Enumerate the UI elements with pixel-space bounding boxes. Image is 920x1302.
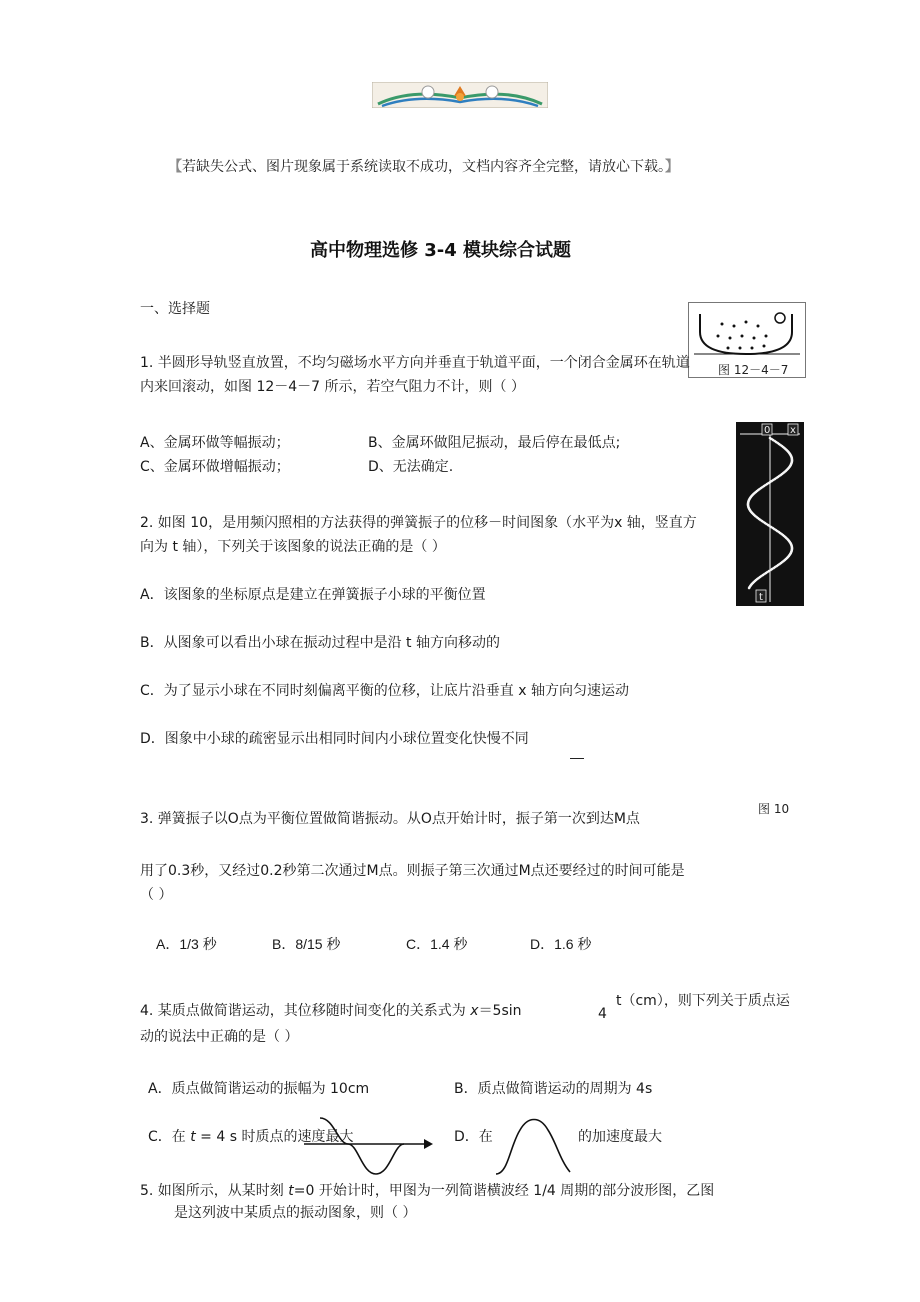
download-notice — [168, 156, 679, 176]
q5-line1 — [140, 1180, 714, 1200]
q3-option-c: C．1.4 秒 — [406, 936, 468, 952]
q4-var-t: t — [190, 1129, 196, 1145]
q3-line3: （ ） — [140, 887, 173, 903]
q4-option-b: B．质点做简谐运动的周期为 4s — [454, 1081, 653, 1097]
figure-wave-yi — [490, 1112, 576, 1182]
q2-option-b: B．从图象可以看出小球在振动过程中是沿 t 轴方向移动的 — [140, 635, 500, 651]
notice-text: 若缺失公式、图片现象属于系统读取不成功，文档内容齐全完整，请放心下载。 — [182, 159, 665, 175]
q5-line1-part-b: =0 开始计时，甲图为一列简谐横波经 1/4 周期的部分波形图，乙图 — [293, 1183, 715, 1199]
q2-option-c: C．为了显示小球在不同时刻偏离平衡的位移，让底片沿垂直 x 轴方向匀速运动 — [140, 683, 629, 699]
page-title: 高中物理选修 3-4 模块综合试题 — [310, 240, 572, 261]
q2-option-d: D．图象中小球的疏密显示出相同时间内小球位置变化快慢不同 — [140, 731, 529, 747]
q4-option-d-part-a: D．在 — [454, 1129, 493, 1145]
q1-option-b: B、金属环做阻尼振动，最后停在最低点; — [368, 435, 621, 451]
notice-close-bracket: 】 — [665, 159, 679, 175]
q4-fraction-denominator: 4 — [598, 1006, 607, 1022]
figure-10-label: 图 10 — [758, 802, 790, 816]
stray-dash — [570, 758, 584, 759]
figure-semicircle-track — [688, 302, 806, 378]
q4-line1-part-b: ＝5sin — [478, 1003, 522, 1019]
strobe-dot — [748, 587, 751, 590]
section-heading: 一、选择题 — [140, 301, 210, 317]
q5-line1-part-a: 5. 如图所示，从某时刻 — [140, 1183, 289, 1199]
q3-option-d: D．1.6 秒 — [530, 936, 592, 952]
q2-line2: 向为 t 轴），下列关于该图象的说法正确的是（ ） — [140, 539, 446, 555]
q4-var-x: x — [470, 1003, 479, 1019]
q1-line2: 内来回滚动，如图 12－4－7 所示，若空气阻力不计，则（ ） — [140, 379, 525, 395]
figure-12-4-7-label: 图 12－4－7 — [718, 363, 789, 377]
q4-line1 — [140, 1000, 522, 1020]
q1-option-a: A、金属环做等幅振动； — [140, 435, 290, 451]
q4-line1-part-a: 4. 某质点做简谐运动，其位移随时间变化的关系式为 — [140, 1003, 471, 1019]
figure-wave-jia — [300, 1108, 434, 1180]
q2-line1: 2. 如图 10，是用频闪照相的方法获得的弹簧振子的位移－时间图象（水平为x 轴，竖直方 — [140, 515, 697, 531]
q3-option-b: B．8/15 秒 — [272, 936, 341, 952]
q5-line2: 是这列波中某质点的振动图象，则（ ） — [174, 1205, 417, 1221]
q3-line1: 3. 弹簧振子以O点为平衡位置做简谐振动。从O点开始计时，振子第一次到达M点 — [140, 811, 640, 827]
header-logo — [372, 82, 548, 108]
figure-10-origin-label: 0 — [764, 425, 771, 436]
q2-option-a: A．该图象的坐标原点是建立在弹簧振子小球的平衡位置 — [140, 587, 486, 603]
figure-10-t-label: t — [759, 592, 763, 603]
figure-strobe-photo — [736, 422, 804, 606]
q4-line1-part-c: t（cm），则下列关于质点运 — [616, 993, 790, 1009]
q4-option-c-part-a: C．在 — [148, 1129, 191, 1145]
figure-10-x-label: x — [790, 425, 796, 436]
q4-option-d-part-b: 的加速度最大 — [578, 1129, 662, 1145]
q4-option-a: A．质点做简谐运动的振幅为 10cm — [148, 1081, 370, 1097]
q3-option-a: A．1/3 秒 — [156, 936, 217, 952]
q4-option-c-part-b: = 4 s 时质点的速度最大 — [195, 1129, 354, 1145]
q5-var-t: t — [288, 1183, 294, 1199]
q1-line1: 1. 半圆形导轨竖直放置，不均匀磁场水平方向并垂直于轨道平面，一个闭合金属环在轨道 — [140, 355, 690, 371]
q1-option-d: D、无法确定. — [368, 459, 454, 475]
notice-open-bracket: 【 — [168, 159, 182, 175]
q1-option-c: C、金属环做增幅振动； — [140, 459, 290, 475]
q4-line2: 动的说法中正确的是（ ） — [140, 1029, 299, 1045]
q3-line2: 用了0.3秒，又经过0.2秒第二次通过M点。则振子第三次通过M点还要经过的时间可能是 — [140, 863, 685, 879]
